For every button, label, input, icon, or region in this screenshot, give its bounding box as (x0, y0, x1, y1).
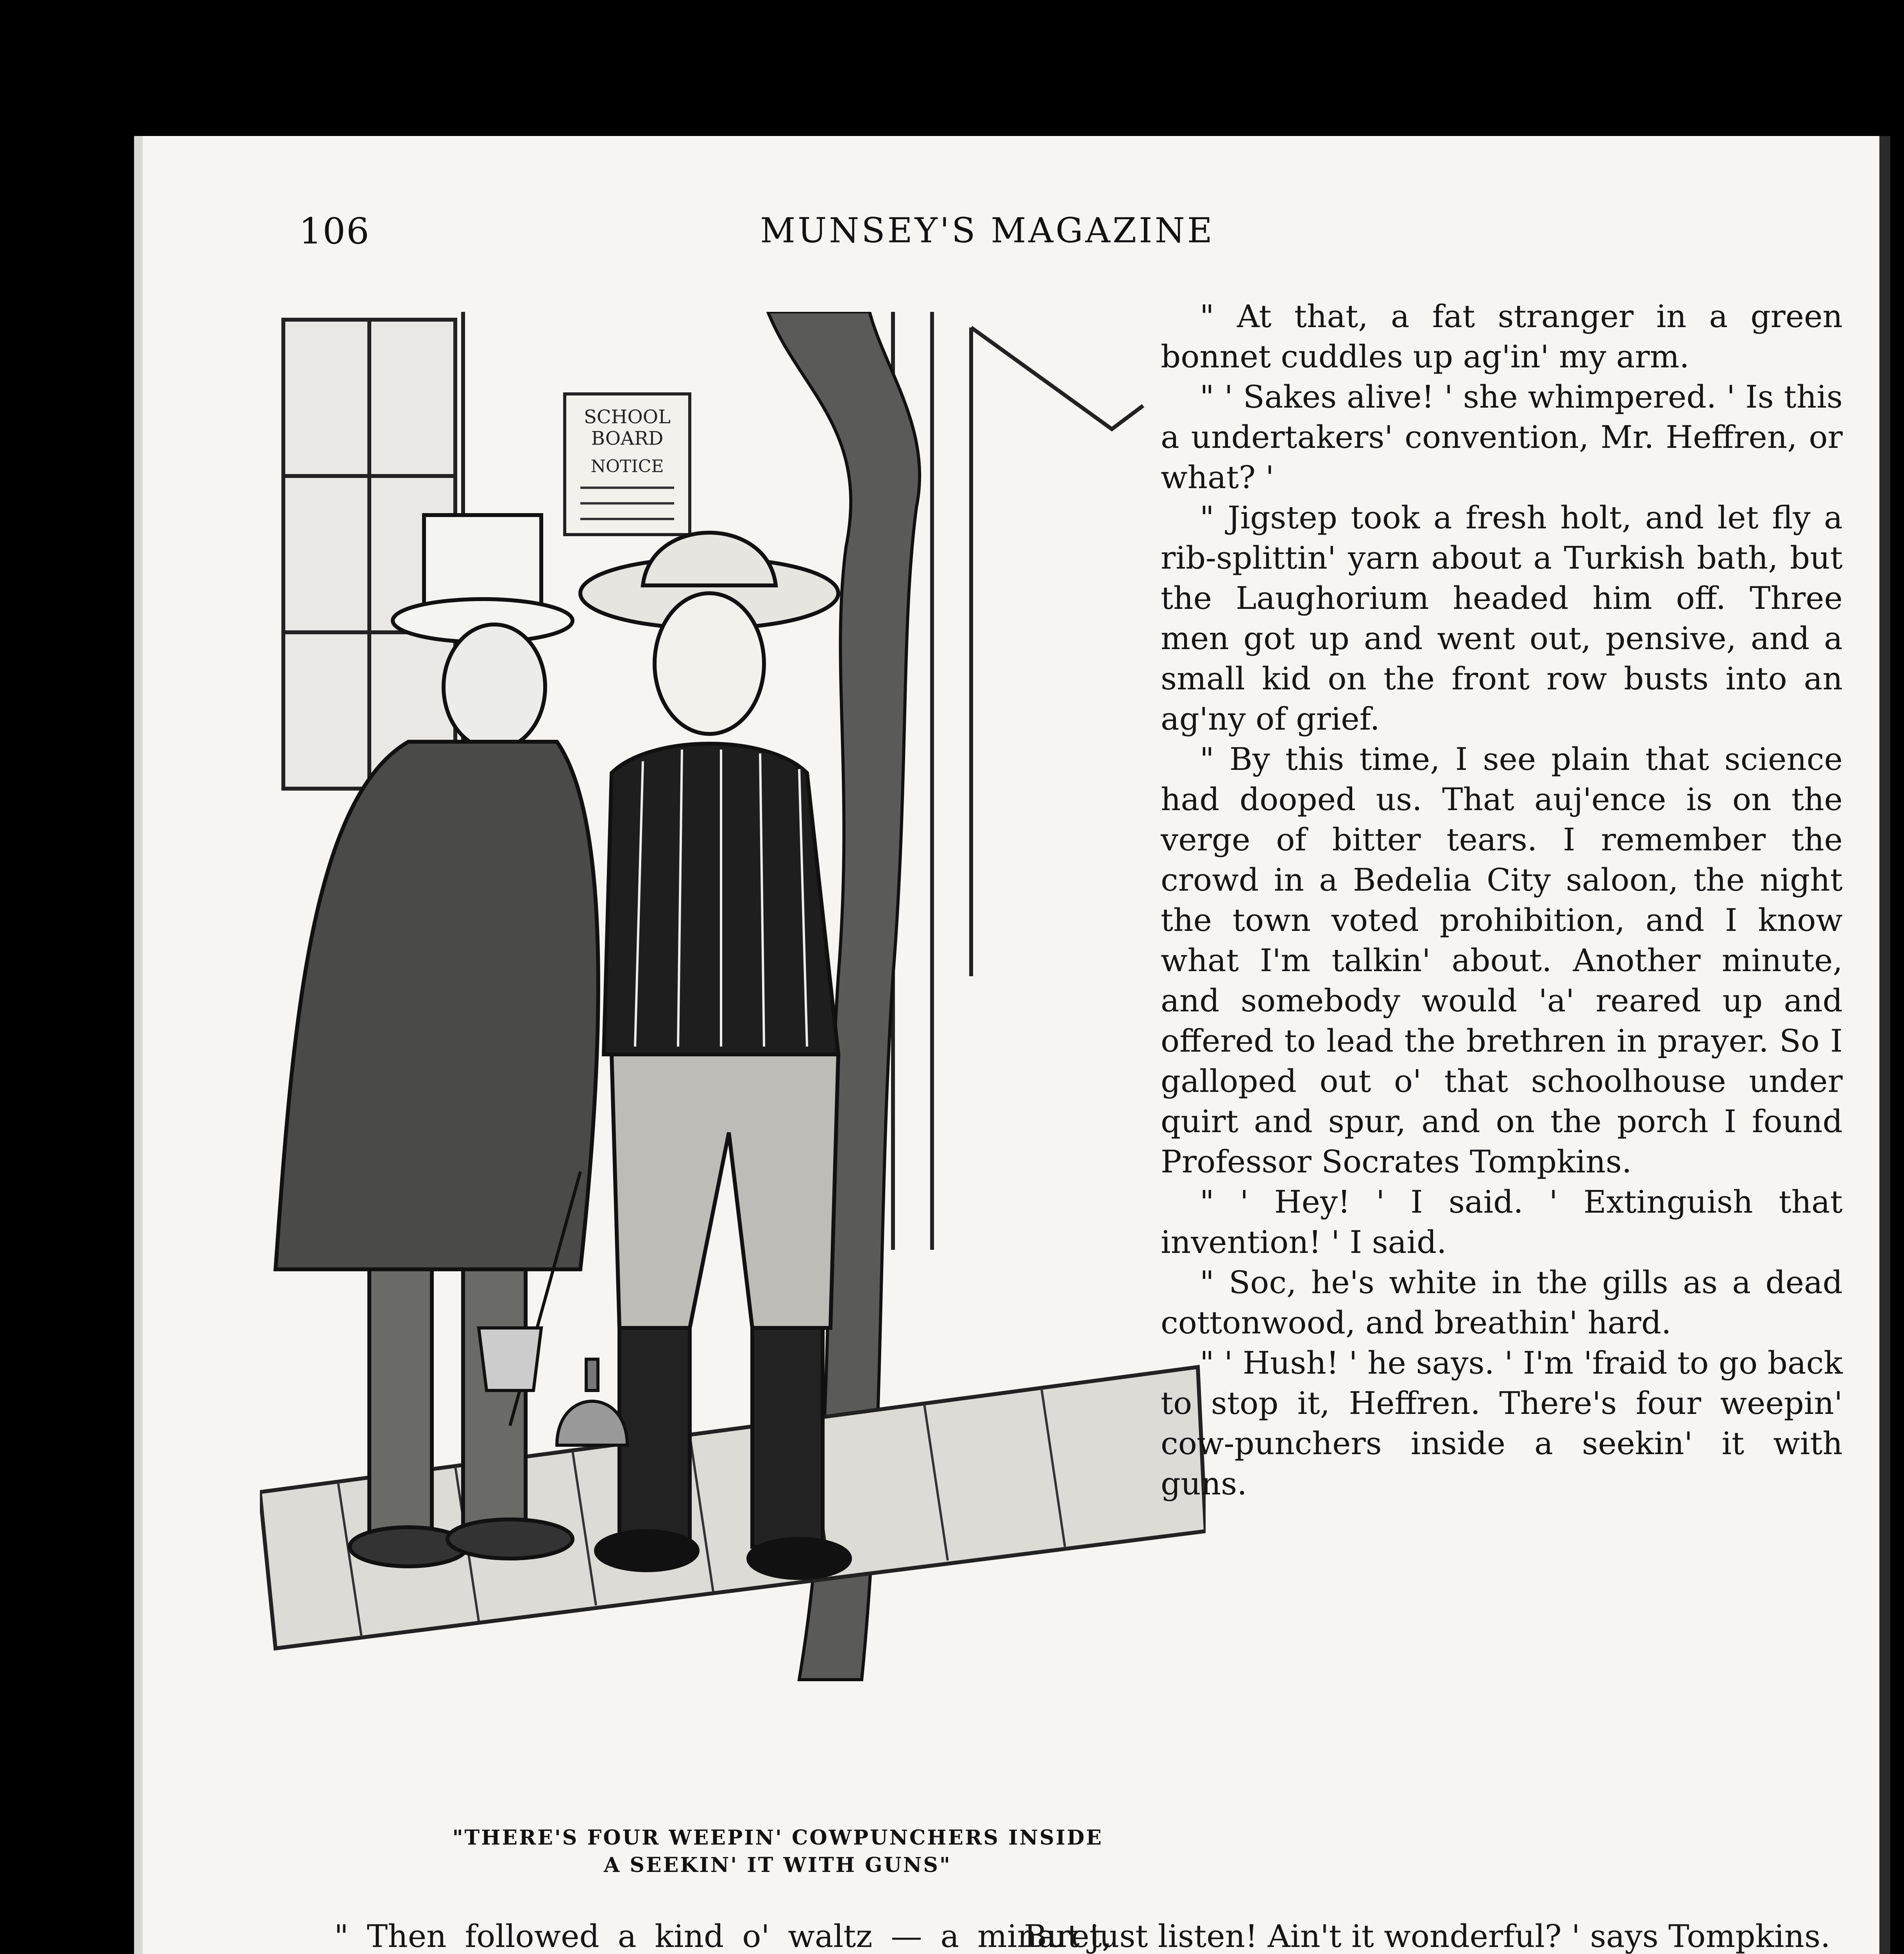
magazine-title: MUNSEY'S MAGAZINE (760, 210, 1215, 251)
caption-line-2: A SEEKIN' IT WITH GUNS" (603, 1853, 952, 1877)
svg-text:SCHOOL: SCHOOL (583, 406, 671, 428)
right-column-bottom (1024, 1916, 1843, 1954)
paragraph: " At that, a fat stranger in a green bonnet cuddles up ag'in' my arm. (1161, 298, 1843, 375)
paragraph: But just listen! Ain't it wonderful? ' says Tompkins. (1024, 1918, 1831, 1954)
paragraph: " Soc, he's white in the gills as a dead cottonwood, and breathin' hard. (1161, 1264, 1843, 1341)
magazine-page (134, 136, 1879, 1954)
left-column-bottom (295, 1916, 1112, 1954)
porch-illustration (260, 312, 1206, 1805)
school-board-sign (565, 394, 690, 535)
paragraph: " Then followed a kind o' waltz — a minaret, (334, 1918, 1112, 1954)
paragraph: " By this time, I see plain that science had dooped us. That auj'ence is on the verge of bitter tears. I remember the crowd in a Bedelia City saloon, the night the town voted prohibition, and I know what I'm talkin' about. Another minute, and somebody would 'a' reared up and offered to lead the brethren in prayer. So I galloped out o' that schoolhouse under quirt and spur, and on the porch I found Professor Socrates Tompkins. (1161, 741, 1843, 1180)
book-spine-edge (1879, 136, 1890, 1954)
hand-bell (557, 1359, 627, 1445)
paragraph: " ' Sakes alive! ' she whimpered. ' Is this a undertakers' convention, Mr. Heffren, or what? ' (1161, 379, 1843, 496)
paragraph: " Jigstep took a fresh holt, and let fly a rib-splittin' yarn about a Turkish bath, but the Laughorium headed him off. Three men got up and went out, pensive, and a small kid on the front row busts into an ag'ny of grief. (1161, 499, 1843, 737)
svg-text:BOARD: BOARD (591, 428, 664, 449)
illustration-caption (358, 1824, 1198, 1879)
svg-text:NOTICE: NOTICE (591, 456, 664, 476)
running-head (143, 210, 1879, 253)
paragraph: " ' Hey! ' I said. ' Extinguish that invention! ' I said. (1161, 1184, 1843, 1260)
right-column-top (1161, 296, 1843, 1504)
paragraph: " ' Hush! ' he says. ' I'm 'fraid to go back to stop it, Heffren. There's four weepin' cow-punchers inside a seekin' it with guns. (1161, 1345, 1843, 1502)
page-number: 106 (299, 210, 370, 252)
caption-line-1: "THERE'S FOUR WEEPIN' COWPUNCHERS INSIDE (452, 1826, 1103, 1850)
